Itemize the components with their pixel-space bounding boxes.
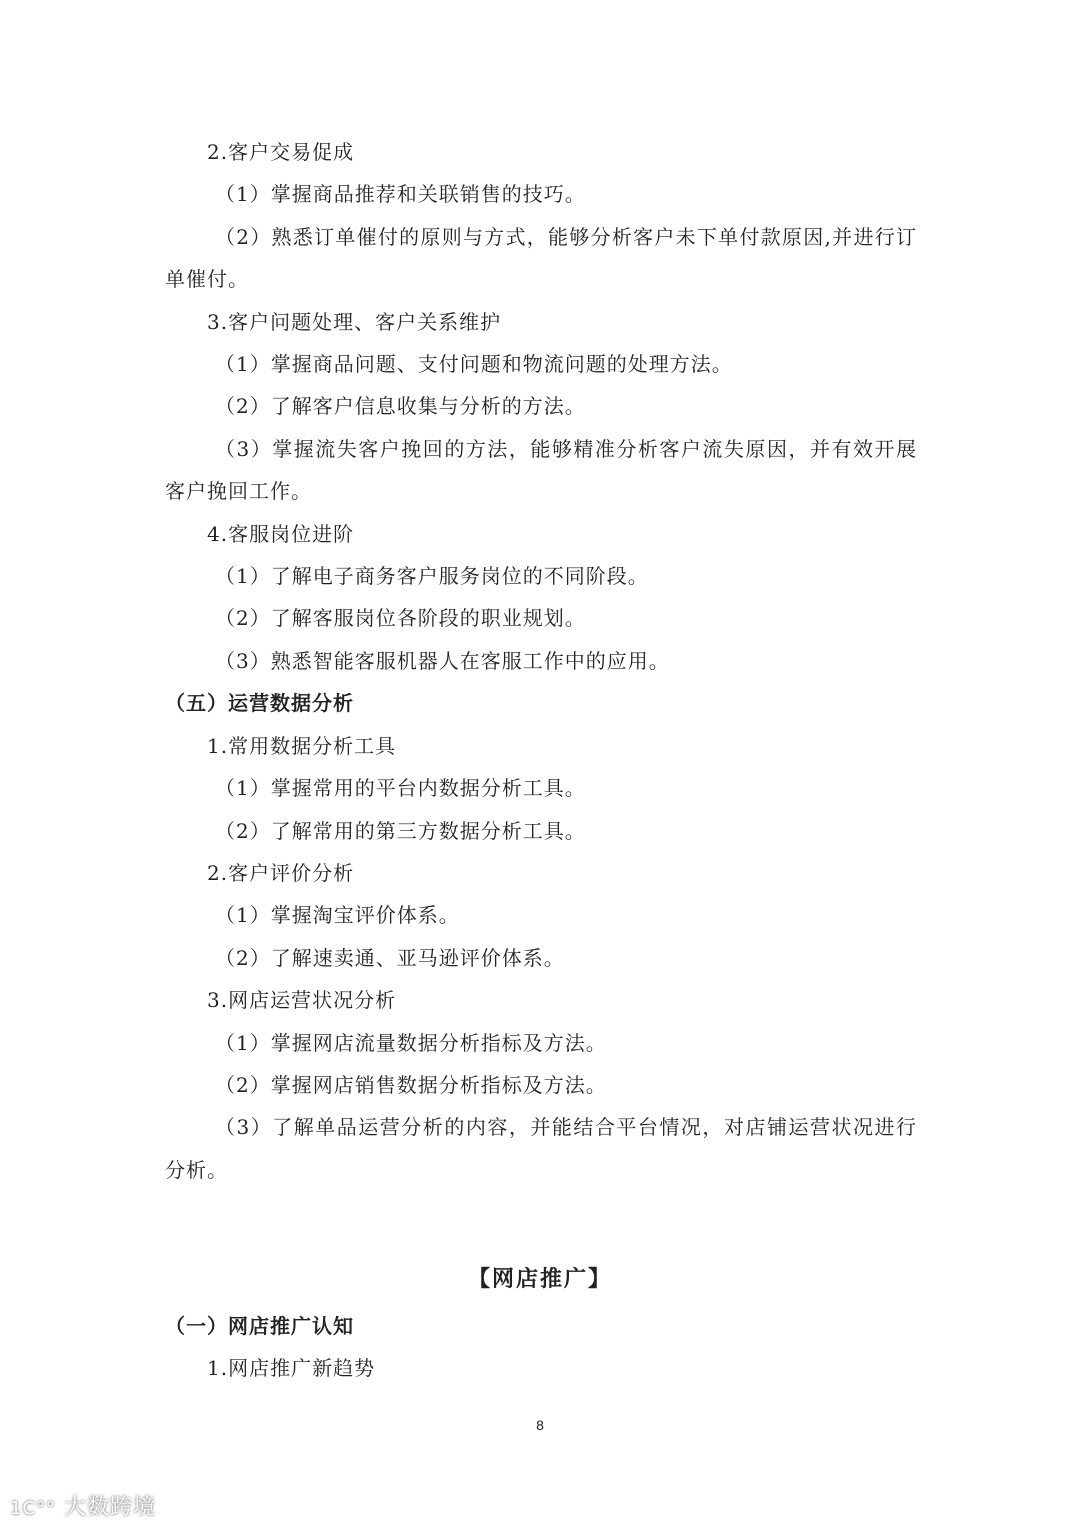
page-number: 8 [536,1417,544,1433]
list-item: （1）了解电子商务客户服务岗位的不同阶段。 [215,564,649,589]
section-title: 【网店推广】 [467,1267,612,1292]
subsection-heading: 3.客户问题处理、客户关系维护 [207,309,502,334]
list-item: （3）掌握流失客户挽回的方法，能够精准分析客户流失原因，并有效开展客户挽回工作。 [165,436,917,504]
list-item: （2）了解客服岗位各阶段的职业规划。 [215,606,586,631]
list-item: （2）掌握网店销售数据分析指标及方法。 [215,1072,607,1097]
subsection-heading: 1.网店推广新趋势 [207,1356,376,1381]
document-body-top [165,131,917,1191]
list-item: （1）掌握商品推荐和关联销售的技巧。 [215,182,586,207]
section-heading: （五）运营数据分析 [165,691,354,716]
list-item: （1）掌握网店流量数据分析指标及方法。 [215,1030,607,1055]
list-item: （2）了解速卖通、亚马逊评价体系。 [215,945,565,970]
list-item: （3）了解单品运营分析的内容，并能结合平台情况，对店铺运营状况进行分析。 [165,1115,917,1182]
watermark-text: 大数跨境 [64,1495,157,1520]
list-item: （2）了解常用的第三方数据分析工具。 [215,818,586,843]
watermark-logo: 1C°° 大数跨境 [10,1495,157,1520]
list-item: （2）了解客户信息收集与分析的方法。 [215,394,586,419]
document-body-bottom [165,1305,917,1390]
subsection-heading: 2.客户评价分析 [207,860,355,885]
list-item: （2）熟悉订单催付的原则与方式，能够分析客户未下单付款原因,并进行订单催付。 [165,224,917,292]
subsection-heading: 3.网店运营状况分析 [207,988,397,1013]
list-item: （1）掌握商品问题、支付问题和物流问题的处理方法。 [215,352,733,377]
list-item: （3）熟悉智能客服机器人在客服工作中的应用。 [215,648,670,673]
list-item: （1）掌握淘宝评价体系。 [215,903,460,928]
section-heading: （一）网店推广认知 [165,1314,354,1338]
list-item: （1）掌握常用的平台内数据分析工具。 [215,776,586,801]
subsection-heading: 4.客服岗位进阶 [207,521,355,546]
subsection-heading: 2.客户交易促成 [207,140,355,164]
subsection-heading: 1.常用数据分析工具 [207,733,397,758]
